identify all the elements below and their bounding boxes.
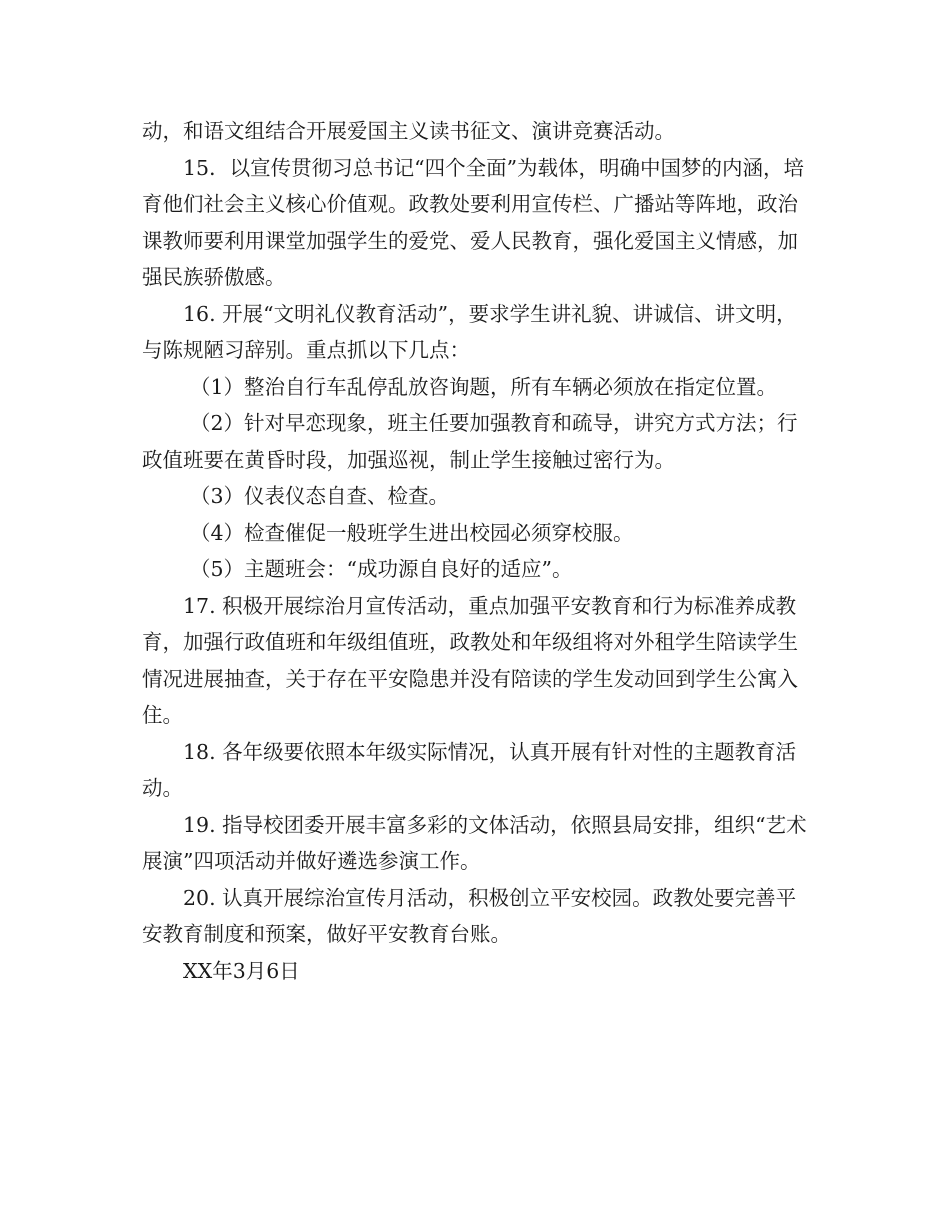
paragraph-item-16: 16. 开展“文明礼仪教育活动”，要求学生讲礼貌、讲诚信、讲文明，与陈规陋习辞别。重点抓以下几点： — [142, 301, 797, 362]
sub-item-1: （1）整治自行车乱停乱放咨询题，所有车辆必须放在指定位置。 — [190, 374, 778, 399]
sub-item-5: （5）主题班会：“成功源自良好的适应”。 — [190, 557, 573, 581]
paragraph-item-18: 18. 各年级要依照本年级实际情况，认真开展有针对性的主题教育活动。 — [142, 739, 797, 800]
paragraph-item-15: 15．以宣传贯彻习总书记“四个全面”为载体，明确中国梦的内涵，培育他们社会主义核心价值观。政教处要利用宣传栏、广播站等阵地，政治课教师要利用课堂加强学生的爱党、爱人民教育，强化爱国主义情感，加强民族骄傲感。 — [142, 155, 805, 289]
document-date: XX年3月6日 — [183, 958, 300, 983]
document-body — [142, 113, 812, 989]
sub-item-2: （2）针对早恋现象，班主任要加强教育和疏导，讲究方式方法；行政值班要在黄昏时段，加强巡视，制止学生接触过密行为。 — [142, 411, 798, 472]
paragraph-item-20: 20. 认真开展综治宣传月活动，积极创立平安校园。政教处要完善平安教育制度和预案，做好平安教育台账。 — [142, 885, 797, 946]
paragraph-item-19: 19. 指导校团委开展丰富多彩的文体活动，依照县局安排，组织“艺术展演”四项活动并做好遴选参演工作。 — [142, 812, 807, 873]
paragraph-continuation: 动，和语文组结合开展爱国主义读书征文、演讲竞赛活动。 — [142, 119, 675, 143]
sub-item-4: （4）检查催促一般班学生进出校园必须穿校服。 — [190, 520, 634, 545]
sub-item-3: （3）仪表仪态自查、检查。 — [190, 484, 450, 508]
paragraph-item-17: 17. 积极开展综治月宣传活动，重点加强平安教育和行为标准养成教育，加强行政值班和年级组值班，政教处和年级组将对外租学生陪读学生情况进展抽查，关于存在平安隐患并没有陪读的学生发动回到学生公寓入住。 — [142, 593, 798, 727]
